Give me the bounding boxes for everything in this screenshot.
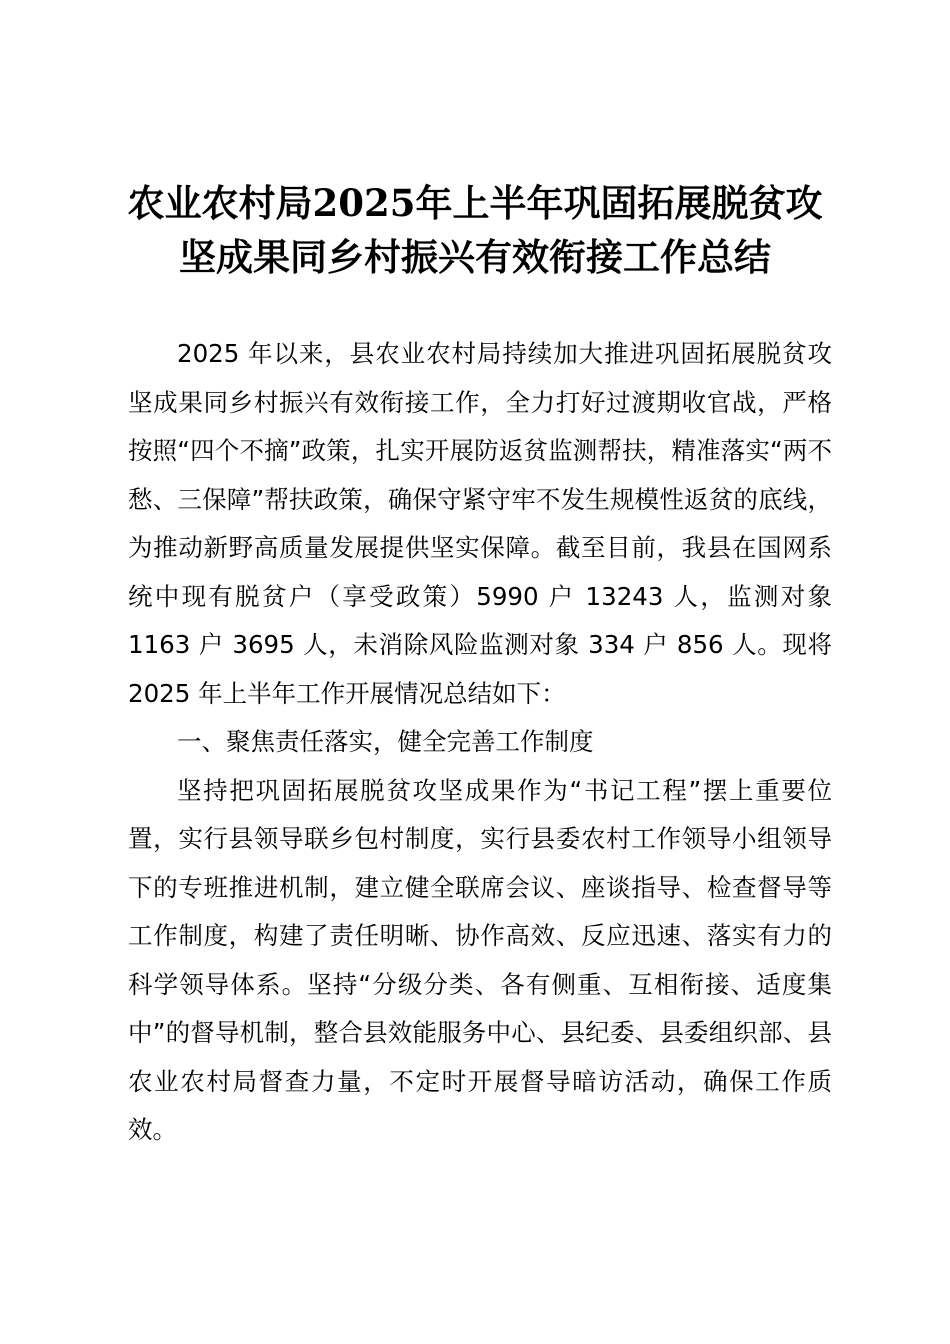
section-heading: 一、聚焦责任落实，健全完善工作制度 <box>177 727 594 756</box>
document-title: 农业农村局2025年上半年巩固拓展脱贫攻坚成果同乡村振兴有效衔接工作总结 <box>127 181 823 279</box>
intro-paragraph: 2025 年以来，县农业农村局持续加大推进巩固拓展脱贫攻坚成果同乡村振兴有效衔接工作，全力打好过渡期收官战，严格按照“四个不摘”政策，扎实开展防返贫监测帮扶，精准落实“两不愁、三保障”帮扶政策，确保守紧守牢不发生规模性返贫的底线，为推动新野高质量发展提供坚实保障。截至目前，我县在国网系统中现有脱贫户（享受政策）5990 户 13243 人，监测对象 1163 户 3695 人，未消除风险监测对象 334 户 856 人。现将 2025 年上半年工作开展情况总结如下： <box>128 339 832 708</box>
document-body <box>128 330 832 1155</box>
section-paragraph: 坚持把巩固拓展脱贫攻坚成果作为“书记工程”摆上重要位置，实行县领导联乡包村制度，实行县委农村工作领导小组领导下的专班推进机制，建立健全联席会议、座谈指导、检查督导等工作制度，构建了责任明晰、协作高效、反应迅速、落实有力的科学领导体系。坚持“分级分类、各有侧重、互相衔接、适度集中”的督导机制，整合县效能服务中心、县纪委、县委组织部、县农业农村局督查力量，不定时开展督导暗访活动，确保工作质效。 <box>128 775 832 1144</box>
